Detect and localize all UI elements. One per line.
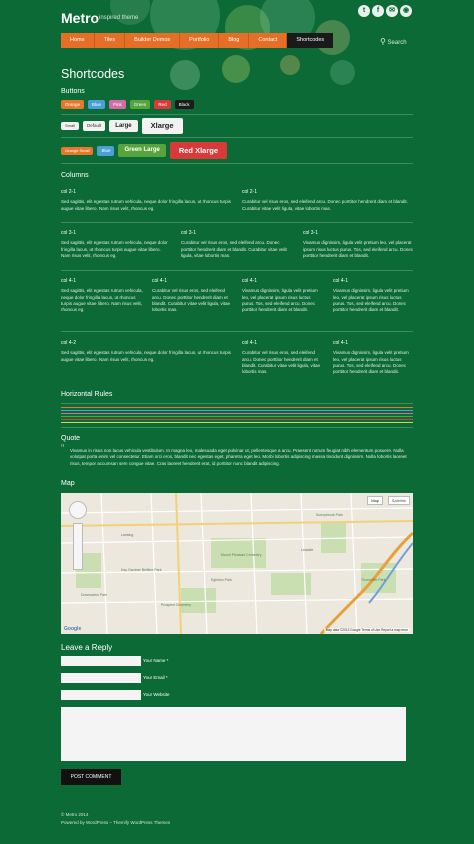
rule-green xyxy=(61,416,413,417)
blue-default-button[interactable]: Blue xyxy=(97,146,114,156)
column xyxy=(242,189,412,212)
green-large-button[interactable]: Green Large xyxy=(118,144,165,157)
blue-button[interactable]: Blue xyxy=(88,100,105,109)
blockquote xyxy=(61,443,413,467)
map-heading: Map xyxy=(61,480,75,487)
orange-small-button[interactable]: Orange Small xyxy=(61,147,93,155)
divider xyxy=(61,270,413,271)
column-text: Sed sagittis, elit egestas rutrum vehicula, neque dolor fringilla lacus, ut rhoncus turpis augue vitae libero. Nam risus velit, rhoncus eg. xyxy=(61,350,231,362)
large-button[interactable]: Large xyxy=(109,120,137,132)
column xyxy=(333,278,413,313)
column-title: col 3-1 xyxy=(61,230,77,236)
column-text: Sed sagittis, elit egestas rutrum vehicula, neque dolor fringilla lacus, ut rhoncus turpis augue vitae libero. Nam risus velit, rhoncus eg. xyxy=(61,240,168,258)
column-text: Vivamus dignissim, ligula velit pretium leo, vel placerat ipsum risus luctus purus. Tos, sed eleifend arcu. Donec porttitor hendrerit diam et blandit. xyxy=(303,240,413,258)
search-box[interactable] xyxy=(380,37,407,46)
column-title: col 3-1 xyxy=(303,230,319,236)
map-label: Prospect Cemetery xyxy=(161,603,191,607)
map-zoom-control[interactable] xyxy=(73,523,83,570)
rule-pink xyxy=(61,413,413,414)
email-field[interactable] xyxy=(61,673,141,683)
site-tagline: inspired theme xyxy=(99,15,139,21)
leave-reply-heading: Leave a Reply xyxy=(61,643,113,652)
search-icon: ⚲ xyxy=(380,37,386,46)
rule-red xyxy=(61,419,413,420)
rule-default xyxy=(61,403,413,404)
divider xyxy=(61,163,413,164)
buttons-row-mixed xyxy=(61,142,231,159)
rule-blue xyxy=(61,410,413,411)
quote-heading: Quote xyxy=(61,435,81,442)
column-text: Sed sagittis, elit egestas rutrum vehicula, neque dolor fringilla lacus, ut rhoncus turpis augue vitae libero. Nam risus velit, rhoncus eg. xyxy=(61,199,231,211)
map-label: Sunnybrook Park xyxy=(316,513,343,517)
map-report-link[interactable]: Report a map error xyxy=(381,628,408,632)
name-field[interactable] xyxy=(61,656,141,666)
map-label: Kay Gardner Beltline Park xyxy=(121,568,162,572)
column-title: col 2-1 xyxy=(61,189,77,195)
column-text: Vivamus dignissim, ligula velit pretium leo, vel placerat ipsum risus luctus purus. Tos, sed eleifend arcu. Donec porttitor hendrerit diam et blandit. xyxy=(333,350,409,375)
nav-contact[interactable]: Contact xyxy=(249,33,287,48)
map-type-map-button[interactable]: Map xyxy=(367,496,383,505)
page-title: Shortcodes xyxy=(61,67,125,81)
map-credit: Map data ©2013 Google xyxy=(325,628,361,632)
footer-credits[interactable]: Powered by WordPress – Themify WordPress Themes xyxy=(61,820,170,825)
column-title: col 4-1 xyxy=(242,278,258,284)
column xyxy=(61,230,171,259)
column xyxy=(242,278,324,313)
map-label: Mount Pleasant Cemetery xyxy=(221,553,262,557)
column-text: Curabitur vel risus eros, sed eleifend arcu. Donec porttitor hendrerit diam et blandit. Curabitur vitae velit ligula, vitae lobortis mas. xyxy=(242,350,321,375)
red-button[interactable]: Red xyxy=(154,100,170,109)
red-xlarge-button[interactable]: Red Xlarge xyxy=(170,142,227,159)
column-title: col 4-1 xyxy=(333,340,349,346)
map-label: Eglinton Park xyxy=(211,578,232,582)
column-text: Curabitur vel risus eros, sed eleifend arcu. Donec porttitor hendrerit diam et blandit. Curabitur vitae velit ligula, vitae lobortis mas. xyxy=(242,199,408,211)
map-label: Thorncliffe Park xyxy=(361,578,386,582)
map-pan-control[interactable] xyxy=(69,501,87,519)
horizontal-rules-heading: Horizontal Rules xyxy=(61,391,113,398)
quote-mark-icon: “ xyxy=(61,443,65,454)
column-title: col 3-1 xyxy=(181,230,197,236)
column-text: Curabitur vel risus eros, sed eleifend arcu. Donec porttitor hendrerit diam et blandit. Curabitur vitae velit ligula, vitae lobortis mas. xyxy=(181,240,287,258)
main-nav xyxy=(61,33,333,48)
map-terms-link[interactable]: Terms of Use xyxy=(361,628,381,632)
pink-button[interactable]: Pink xyxy=(109,100,126,109)
columns-heading: Columns xyxy=(61,172,89,179)
map-type-satellite-button[interactable]: Satellite xyxy=(388,496,410,505)
black-button[interactable]: Black xyxy=(175,100,194,109)
column-title: col 4-1 xyxy=(242,340,258,346)
default-button[interactable]: Default xyxy=(83,121,105,131)
rule-orange xyxy=(61,407,413,408)
website-label: Your Website xyxy=(143,692,170,697)
buttons-row-colors xyxy=(61,100,198,109)
divider xyxy=(61,114,413,115)
buttons-row-sizes xyxy=(61,118,187,134)
map-label: Lansing xyxy=(121,533,134,537)
column xyxy=(303,230,413,259)
green-button[interactable]: Green xyxy=(130,100,151,109)
map-footer xyxy=(324,628,410,632)
column-title: col 4-1 xyxy=(333,278,349,284)
small-button[interactable]: Small xyxy=(61,122,79,130)
column xyxy=(333,340,413,375)
map-label: Leaside xyxy=(301,548,314,552)
column-title: col 2-1 xyxy=(242,189,258,195)
website-field[interactable] xyxy=(61,690,141,700)
column-text: Vivamus dignissim, ligula velit pretium leo, vel placerat ipsum risus luctus purus. Tos, sed eleifend arcu. Donec porttitor hendrerit diam et blandit. xyxy=(333,288,409,313)
column-text: Curabitur vel risus eros, sed eleifend arcu. Donec porttitor hendrerit diam et blandit. Curabitur vitae velit ligula, vitae lobortis mas. xyxy=(152,288,231,313)
email-label: Your Email * xyxy=(143,675,168,680)
google-logo: Google xyxy=(64,626,82,632)
column xyxy=(152,278,234,313)
column xyxy=(61,278,143,313)
comment-textarea[interactable] xyxy=(61,707,406,761)
column xyxy=(61,189,231,212)
column-text: Vivamus dignissim, ligula velit pretium leo, vel placerat ipsum risus luctus purus. Tos, sed eleifend arcu. Donec porttitor hendrerit diam et blandit. xyxy=(242,288,318,313)
quote-text: Vivamus in risus non lacus vehicula vestibulum. In magna leo, malesuada eget pulvinar ut, pellentesque a arcu. Praesent rutrum feugiat nibh elementum posuere. Nulla volutpat porta enim vel consectetur. Etiam orci eros, blandit nec egestas eget, pharetra eget leo. Morbi lobortis adipiscing massa tincidunt dignissim. Nulla lobortis laoreet risus, tempor accumsan sem congue vitae. Cras laoreet hendrerit erat, id porttitor nunc blandit adipiscing. xyxy=(70,448,407,466)
column xyxy=(181,230,291,259)
xlarge-button[interactable]: Xlarge xyxy=(142,118,183,134)
column-text: Sed sagittis, elit egestas rutrum vehicula, neque dolor fringilla lacus, ut rhoncus turpis augue vitae libero. Nam risus velit, rhoncus eg. xyxy=(61,288,143,313)
post-comment-button[interactable]: POST COMMENT xyxy=(61,769,121,785)
nav-blog[interactable]: Blog xyxy=(219,33,249,48)
divider xyxy=(61,222,413,223)
divider xyxy=(61,331,413,332)
nav-portfolio[interactable]: Portfolio xyxy=(180,33,219,48)
search-label: Search xyxy=(387,40,407,46)
rule-default xyxy=(61,427,413,428)
column-title: col 4-2 xyxy=(61,340,77,346)
column-title: col 4-1 xyxy=(152,278,168,284)
column-title: col 4-1 xyxy=(61,278,77,284)
nav-builder-demos[interactable]: Builder Demos xyxy=(125,33,180,48)
twitter-icon[interactable]: t xyxy=(358,5,370,17)
facebook-icon[interactable]: f xyxy=(372,5,384,17)
name-label: Your Name * xyxy=(143,658,169,663)
email-icon[interactable]: ✉ xyxy=(386,5,398,17)
map-roads xyxy=(61,493,413,634)
rule-yellow xyxy=(61,422,413,423)
site-logo[interactable]: Metro xyxy=(61,10,100,26)
nav-tiles[interactable]: Tiles xyxy=(95,33,125,48)
orange-button[interactable]: Orange xyxy=(61,100,84,109)
column xyxy=(61,340,231,363)
footer-copyright: © Metro 2014 xyxy=(61,812,89,817)
column xyxy=(242,340,324,375)
rss-icon[interactable]: ◉ xyxy=(400,5,412,17)
nav-home[interactable]: Home xyxy=(61,33,95,48)
map-embed[interactable] xyxy=(61,493,413,634)
buttons-heading: Buttons xyxy=(61,88,85,95)
nav-shortcodes[interactable]: Shortcodes xyxy=(287,33,333,48)
divider xyxy=(61,137,413,138)
map-label: Downsview Park xyxy=(81,593,107,597)
